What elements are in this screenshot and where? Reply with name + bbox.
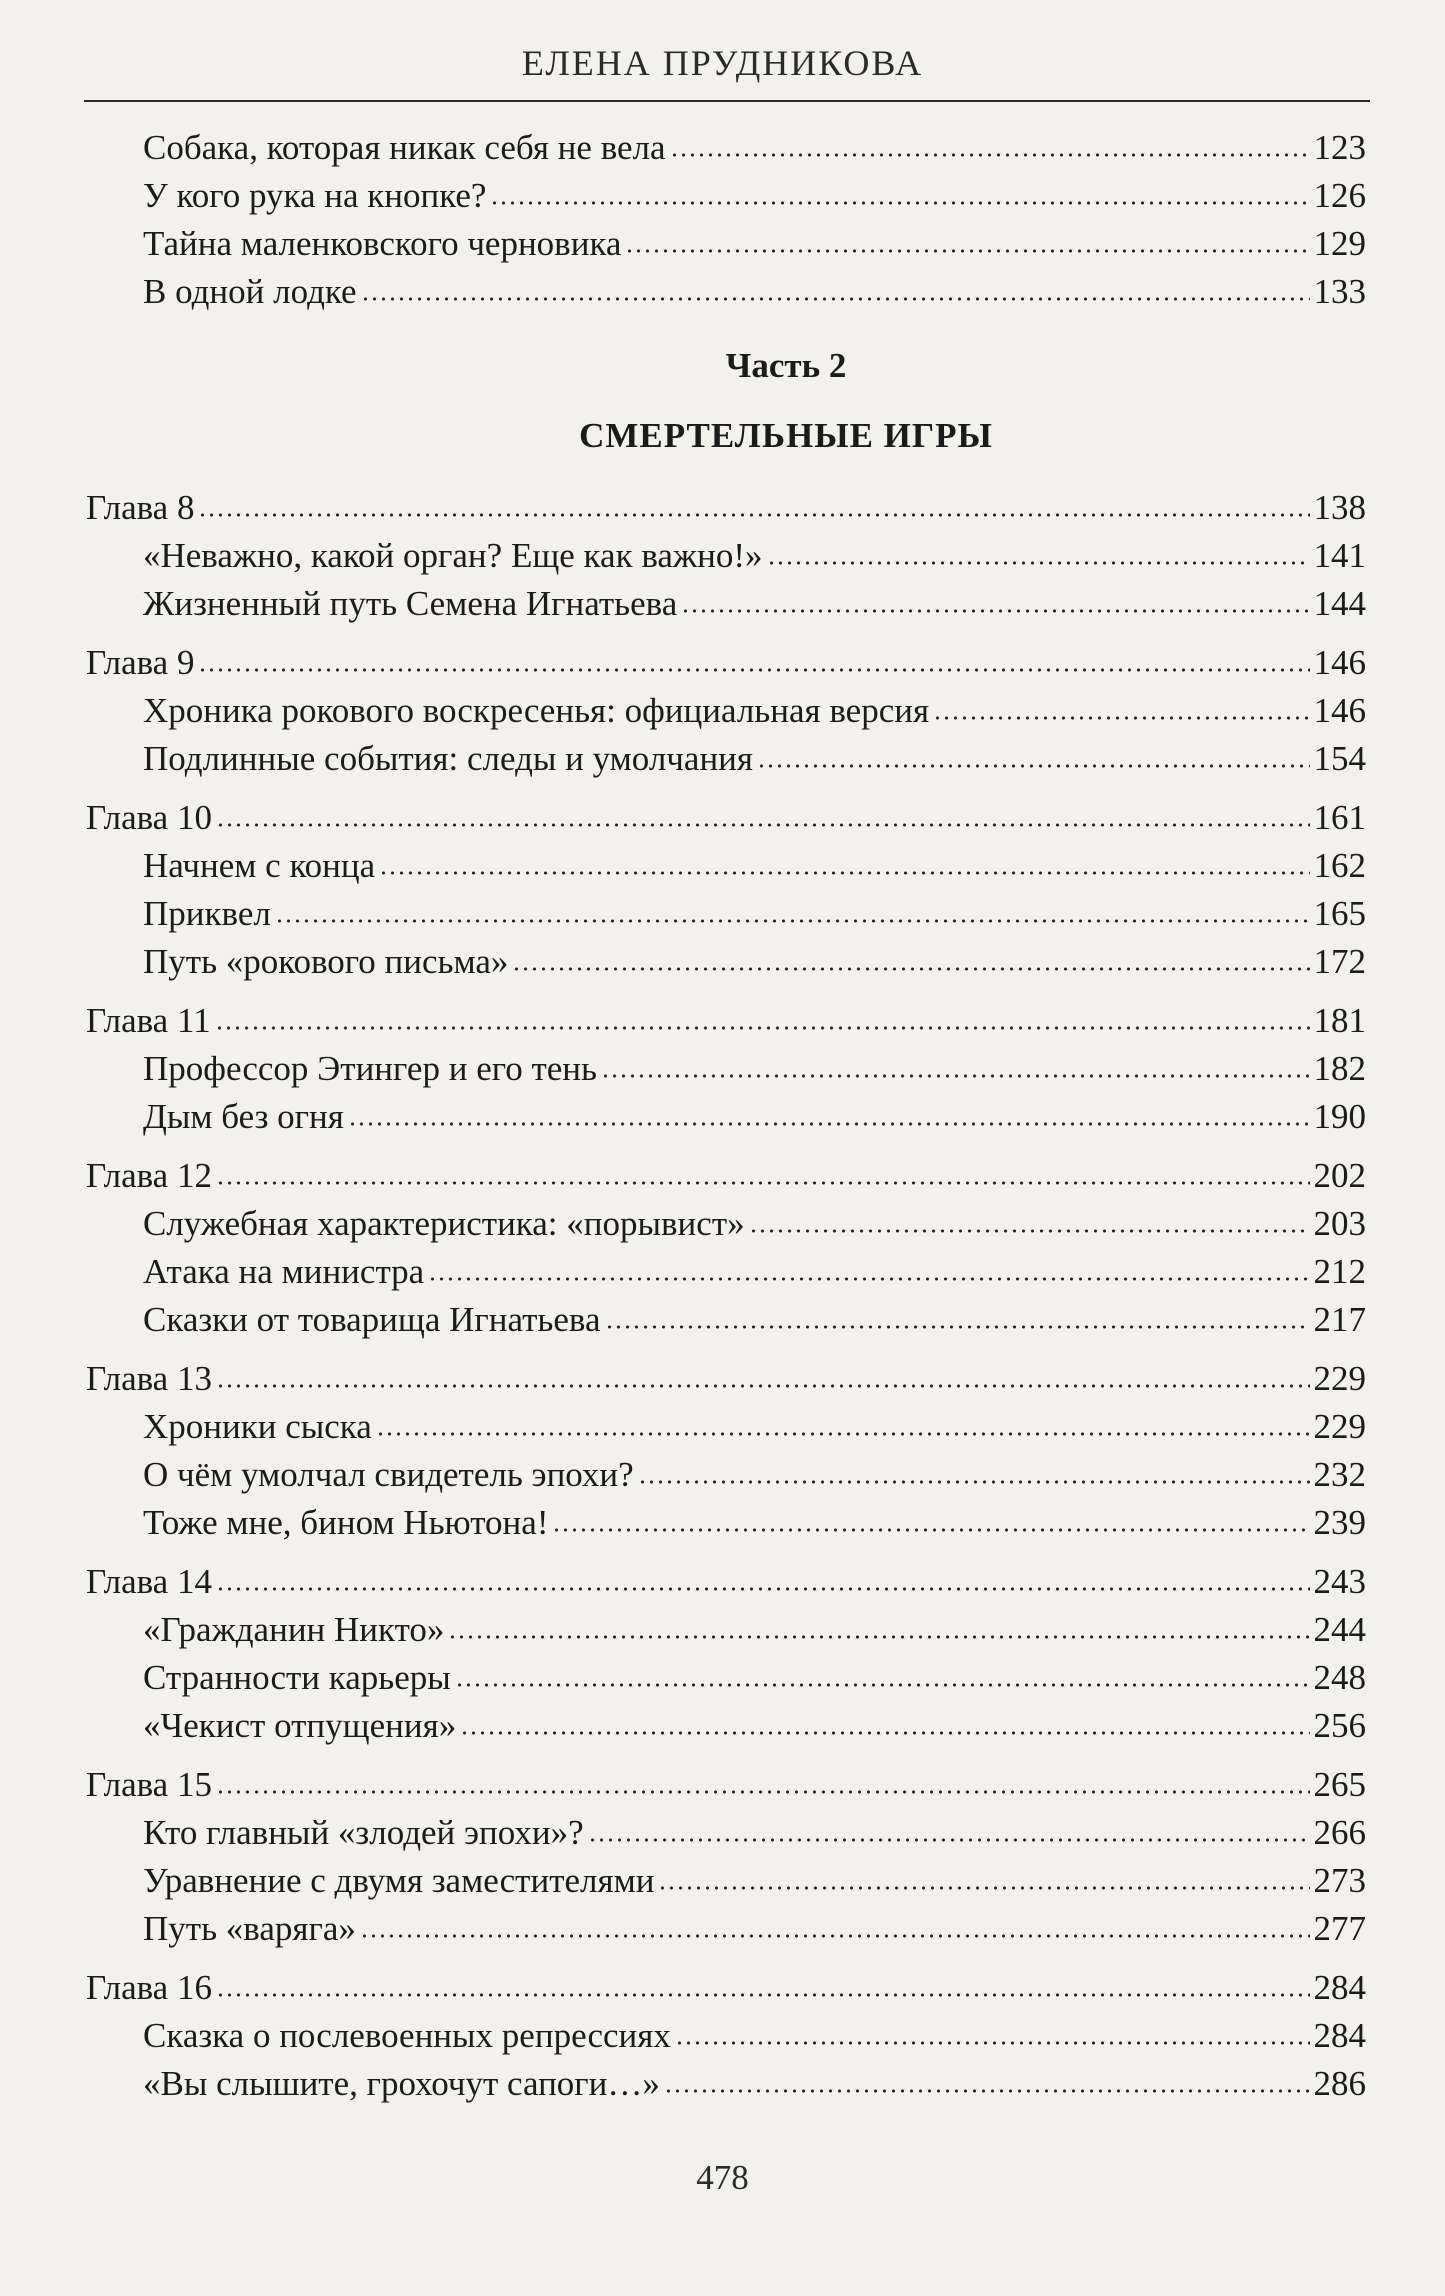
entry-page-number: 265 — [1313, 1765, 1366, 1804]
entry-title: Глава 14 — [86, 1562, 212, 1601]
entry-title: Странности карьеры — [143, 1658, 451, 1697]
dot-leader — [360, 1932, 1310, 1940]
entry-page-number: 144 — [1313, 584, 1366, 623]
entry-page-number: 138 — [1313, 488, 1366, 527]
entry-title: «Вы слышите, грохочут сапоги…» — [143, 2064, 660, 2103]
entry-title: «Неважно, какой орган? Еще как важно!» — [143, 536, 763, 575]
entry-page-number: 239 — [1313, 1503, 1366, 1542]
toc-section-entry — [86, 1248, 1366, 1296]
entry-page-number: 165 — [1313, 894, 1366, 933]
toc-section-entry — [86, 580, 1366, 628]
toc-continued-entries — [86, 124, 1366, 316]
toc-section-entry — [86, 890, 1366, 938]
part-label: Часть 2 — [725, 346, 847, 385]
entry-title: «Гражданин Никто» — [143, 1610, 445, 1649]
entry-title: Подлинные события: следы и умолчания — [143, 739, 754, 778]
dot-leader — [198, 666, 1309, 674]
toc-section-entry — [86, 735, 1366, 783]
dot-leader — [455, 1681, 1310, 1689]
toc-section-entry — [86, 1499, 1366, 1547]
dot-leader — [638, 1478, 1310, 1486]
toc-section-entry — [86, 938, 1366, 986]
entry-page-number: 203 — [1313, 1204, 1366, 1243]
toc-section-entry — [86, 1654, 1366, 1702]
entry-page-number: 284 — [1313, 1968, 1366, 2007]
entry-page-number: 244 — [1313, 1610, 1366, 1649]
entry-page-number: 172 — [1313, 942, 1366, 981]
dot-leader — [749, 1227, 1310, 1235]
dot-leader — [376, 1430, 1310, 1438]
entry-page-number: 182 — [1313, 1049, 1366, 1088]
entry-title: О чём умолчал свидетель эпохи? — [143, 1455, 634, 1494]
entry-title: Дым без огня — [143, 1097, 344, 1136]
toc-section-entry — [86, 842, 1366, 890]
toc-section-entry — [86, 1403, 1366, 1451]
entry-title: Глава 15 — [86, 1765, 212, 1804]
toc-section-entry — [86, 1606, 1366, 1654]
entry-page-number: 286 — [1313, 2064, 1366, 2103]
entry-title: Путь «рокового письма» — [143, 942, 509, 981]
toc-section-entry — [86, 2012, 1366, 2060]
dot-leader — [664, 2087, 1310, 2095]
entry-title: В одной лодке — [143, 272, 357, 311]
entry-title: Глава 13 — [86, 1359, 212, 1398]
toc-section-entry — [86, 268, 1366, 316]
entry-title: Глава 10 — [86, 798, 212, 837]
dot-leader — [601, 1072, 1310, 1080]
toc-chapter-entry — [86, 794, 1366, 842]
toc-chapter-entry — [86, 639, 1366, 687]
entry-page-number: 129 — [1313, 224, 1366, 263]
toc-section-entry — [86, 1200, 1366, 1248]
dot-leader — [379, 869, 1309, 877]
toc-section-entry — [86, 1905, 1366, 1953]
entry-title: Кто главный «злодей эпохи»? — [143, 1813, 584, 1852]
entry-page-number: 202 — [1313, 1156, 1366, 1195]
dot-leader — [588, 1836, 1310, 1844]
toc-section-entry — [86, 2060, 1366, 2108]
entry-page-number: 161 — [1313, 798, 1366, 837]
entry-title: У кого рука на кнопке? — [143, 176, 487, 215]
entry-page-number: 229 — [1313, 1407, 1366, 1446]
entry-page-number: 154 — [1313, 739, 1366, 778]
dot-leader — [767, 559, 1310, 567]
dot-leader — [348, 1120, 1310, 1128]
entry-title: Сказки от товарища Игнатьева — [143, 1300, 601, 1339]
toc-chapter-entry — [86, 1152, 1366, 1200]
dot-leader — [552, 1526, 1309, 1534]
entry-title: Глава 9 — [86, 643, 195, 682]
dot-leader — [216, 1585, 1310, 1593]
entry-page-number: 123 — [1313, 128, 1366, 167]
toc-section-entry — [86, 1045, 1366, 1093]
dot-leader — [216, 1991, 1310, 1999]
dot-leader — [361, 295, 1310, 303]
entry-page-number: 217 — [1313, 1300, 1366, 1339]
entry-page-number: 162 — [1313, 846, 1366, 885]
page-number: 478 — [696, 2158, 749, 2197]
toc-section-entry — [86, 220, 1366, 268]
entry-title: Приквел — [143, 894, 271, 933]
entry-title: Атака на министра — [143, 1252, 425, 1291]
dot-leader — [460, 1729, 1309, 1737]
toc-section-entry — [86, 1809, 1366, 1857]
toc-chapter-entry — [86, 484, 1366, 532]
toc-chapter-entry — [86, 997, 1366, 1045]
entry-title: Собака, которая никак себя не вела — [143, 128, 666, 167]
dot-leader — [675, 2039, 1310, 2047]
entry-page-number: 266 — [1313, 1813, 1366, 1852]
entry-page-number: 212 — [1313, 1252, 1366, 1291]
dot-leader — [216, 1382, 1310, 1390]
entry-title: Начнем с конца — [143, 846, 376, 885]
toc-chapters — [86, 484, 1366, 2108]
dot-leader — [216, 1788, 1310, 1796]
dot-leader — [275, 917, 1310, 925]
entry-title: Тоже мне, бином Ньютона! — [143, 1503, 549, 1542]
dot-leader — [681, 607, 1309, 615]
toc-chapter-entry — [86, 1558, 1366, 1606]
entry-title: Хроники сыска — [143, 1407, 372, 1446]
table-of-contents — [86, 124, 1366, 2108]
entry-page-number: 248 — [1313, 1658, 1366, 1697]
entry-page-number: 181 — [1313, 1001, 1366, 1040]
entry-title: Профессор Этингер и его тень — [143, 1049, 597, 1088]
header-rule — [84, 100, 1370, 102]
dot-leader — [215, 1024, 1310, 1032]
toc-section-entry — [86, 1702, 1366, 1750]
entry-title: «Чекист отпущения» — [143, 1706, 457, 1745]
entry-page-number: 141 — [1313, 536, 1366, 575]
part-title: СМЕРТЕЛЬНЫЕ ИГРЫ — [579, 416, 993, 455]
entry-title: Уравнение с двумя заместителями — [143, 1861, 655, 1900]
entry-page-number: 146 — [1313, 643, 1366, 682]
dot-leader — [198, 511, 1309, 519]
dot-leader — [670, 151, 1310, 159]
dot-leader — [216, 1179, 1310, 1187]
entry-page-number: 146 — [1313, 691, 1366, 730]
toc-section-entry — [86, 124, 1366, 172]
entry-page-number: 284 — [1313, 2016, 1366, 2055]
dot-leader — [512, 965, 1309, 973]
entry-page-number: 277 — [1313, 1909, 1366, 1948]
entry-title: Глава 16 — [86, 1968, 212, 2007]
dot-leader — [490, 199, 1309, 207]
entry-title: Глава 11 — [86, 1001, 211, 1040]
entry-title: Глава 12 — [86, 1156, 212, 1195]
entry-title: Тайна маленковского черновика — [143, 224, 622, 263]
entry-page-number: 126 — [1313, 176, 1366, 215]
entry-page-number: 256 — [1313, 1706, 1366, 1745]
entry-page-number: 232 — [1313, 1455, 1366, 1494]
entry-title: Путь «варяга» — [143, 1909, 356, 1948]
entry-title: Сказка о послевоенных репрессиях — [143, 2016, 671, 2055]
entry-title: Жизненный путь Семена Игнатьева — [143, 584, 678, 623]
entry-title: Глава 8 — [86, 488, 195, 527]
entry-page-number: 243 — [1313, 1562, 1366, 1601]
running-head: ЕЛЕНА ПРУДНИКОВА — [521, 43, 924, 83]
entry-title: Хроника рокового воскресенья: официальная версия — [143, 691, 930, 730]
dot-leader — [933, 714, 1309, 722]
toc-chapter-entry — [86, 1761, 1366, 1809]
toc-section-entry — [86, 1451, 1366, 1499]
dot-leader — [216, 821, 1310, 829]
entry-page-number: 229 — [1313, 1359, 1366, 1398]
dot-leader — [448, 1633, 1309, 1641]
toc-section-entry — [86, 687, 1366, 735]
toc-section-entry — [86, 1296, 1366, 1344]
toc-chapter-entry — [86, 1355, 1366, 1403]
dot-leader — [605, 1323, 1310, 1331]
entry-page-number: 190 — [1313, 1097, 1366, 1136]
entry-page-number: 133 — [1313, 272, 1366, 311]
dot-leader — [658, 1884, 1309, 1892]
dot-leader — [625, 247, 1309, 255]
toc-chapter-entry — [86, 1964, 1366, 2012]
toc-section-entry — [86, 532, 1366, 580]
entry-title: Служебная характеристика: «порывист» — [143, 1204, 745, 1243]
toc-section-entry — [86, 1857, 1366, 1905]
dot-leader — [428, 1275, 1309, 1283]
toc-section-entry — [86, 172, 1366, 220]
dot-leader — [757, 762, 1309, 770]
toc-section-entry — [86, 1093, 1366, 1141]
entry-page-number: 273 — [1313, 1861, 1366, 1900]
